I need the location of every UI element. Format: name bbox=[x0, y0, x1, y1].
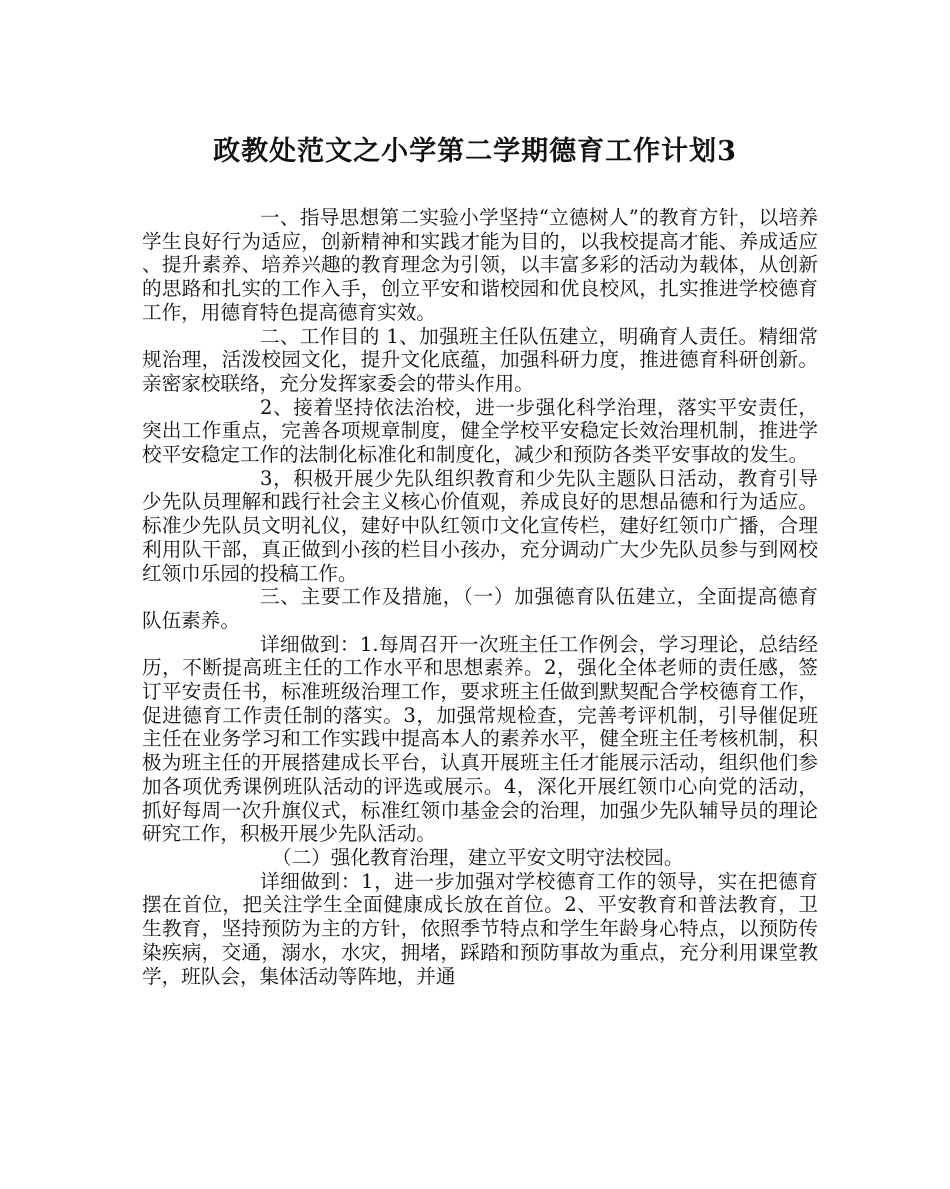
paragraph-measures-details-1: 详细做到：1.每周召开一次班主任工作例会，学习理论，总结经历，不断提高班主任的工作水平和思想素养。2，强化全体老师的责任感，签订平安责任书，标准班级治理工作，要求班主任做到默契配合学校德育工作，促进德育工作责任制的落实。3，加强常规检查，完善考评机制，引导催促班主任在业务学习和工作实践中提高本人的素养水平，健全班主任考核机制，积极为班主任的开展搭建成长平台，认真开展班主任才能展示活动，组织他们参加各项优秀课例班队活动的评选或展示。4，深化开展红领巾心向党的活动，抓好每周一次升旗仪式，标准红领巾基金会的治理，加强少先队辅导员的理论研究工作，积极开展少先队活动。 bbox=[142, 632, 818, 846]
paragraph-measures-details-2: 详细做到：1，进一步加强对学校德育工作的领导，实在把德育摆在首位，把关注学生全面健康成长放在首位。2、平安教育和普法教育，卫生教育，坚持预防为主的方针，依照季节特点和学生年龄身心特点，以预防传染疾病，交通，溺水，水灾，拥堵，踩踏和预防事故为重点，充分利用课堂教学，班队会，集体活动等阵地，并通 bbox=[142, 869, 818, 988]
paragraph-work-goal-1: 二、工作目的 1、加强班主任队伍建立，明确育人责任。精细常规治理，活泼校园文化，提升文化底蕴，加强科研力度，推进德育科研创新。亲密家校联络，充分发挥家委会的带头作用。 bbox=[142, 324, 818, 395]
paragraph-work-goal-2: 2、接着坚持依法治校，进一步强化科学治理，落实平安责任，突出工作重点，完善各项规章制度，健全学校平安稳定长效治理机制，推进学校平安稳定工作的法制化标准化和制度化，减少和预防各类平安事故的发生。 bbox=[142, 395, 818, 467]
paragraph-guiding-ideology: 一、指导思想第二实验小学坚持“立德树人”的教育方针，以培养学生良好行为适应，创新精神和实践才能为目的，以我校提高才能、养成适应、提升素养、培养兴趣的教育理念为引领，以丰富多彩的活动为载体，从创新的思路和扎实的工作入手，创立平安和谐校园和优良校风，扎实推进学校德育工作，用德育特色提高德育实效。 bbox=[142, 206, 818, 324]
paragraph-main-measures-heading: 三、主要工作及措施，（一）加强德育队伍建立，全面提高德育队伍素养。 bbox=[142, 585, 818, 632]
document-title: 政教处范文之小学第二学期德育工作计划3 bbox=[213, 136, 737, 167]
document-body bbox=[142, 206, 818, 988]
paragraph-work-goal-3: 3，积极开展少先队组织教育和少先队主题队日活动，教育引导少先队员理解和践行社会主义核心价值观，养成良好的思想品德和行为适应。标准少先队员文明礼仪，建好中队红领巾文化宣传栏，建好红领巾广播，合理利用队干部，真正做到小孩的栏目小孩办，充分调动广大少先队员参与到网校红领巾乐园的投稿工作。 bbox=[142, 466, 818, 585]
paragraph-section-two-heading: （二）强化教育治理，建立平安文明守法校园。 bbox=[272, 845, 684, 869]
